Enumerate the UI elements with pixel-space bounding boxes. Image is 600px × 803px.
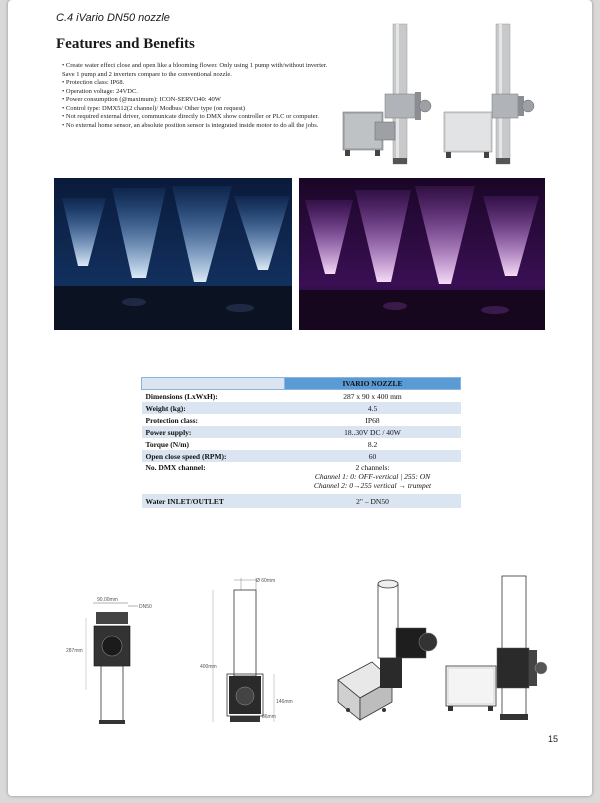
table-row bbox=[142, 414, 461, 426]
feature-item: • Operation voltage: 24VDC. bbox=[62, 87, 138, 95]
drawing-side-render bbox=[446, 576, 547, 720]
spec-value: 4.5 bbox=[285, 402, 461, 414]
nozzle-photo-right bbox=[440, 22, 540, 167]
dmx-channel-2-note: Channel 2: 0→255 vertical → trumpet bbox=[313, 481, 432, 490]
table-row bbox=[142, 402, 461, 414]
table-row bbox=[142, 450, 461, 462]
spec-value-dmx bbox=[285, 462, 461, 494]
dim-depth-label: 287mm bbox=[66, 648, 83, 654]
dim-dn-label: DN50 bbox=[139, 604, 152, 610]
spec-value: 18..30V DC / 40W bbox=[285, 426, 461, 438]
table-row bbox=[142, 390, 461, 403]
dim-diameter-label: Ø 60mm bbox=[256, 578, 276, 584]
feature-item: • Not required external driver, communicate directly to DMX show controller or PLC or computer. bbox=[62, 113, 319, 120]
table-row bbox=[142, 438, 461, 450]
spec-label: Dimensions (LxWxH): bbox=[142, 390, 285, 403]
table-row bbox=[142, 462, 461, 494]
feature-item: • Protection class: IP68. bbox=[62, 79, 125, 86]
dmx-value: 2 channels: bbox=[355, 463, 390, 472]
table-row bbox=[142, 426, 461, 438]
page-title: Features and Benefits bbox=[56, 36, 195, 52]
section-label: C.4 iVario DN50 nozzle bbox=[56, 12, 170, 24]
spec-value: 60 bbox=[285, 450, 461, 462]
drawing-side-view bbox=[200, 578, 293, 722]
technical-drawings bbox=[0, 570, 600, 740]
spec-label: Open close speed (RPM): bbox=[142, 450, 285, 462]
feature-item: • No external home sensor, an absolute position sensor is integrated inside motor to do all the jobs. bbox=[62, 121, 319, 129]
table-header: IVARIO NOZZLE bbox=[285, 378, 461, 390]
dim-86-label: 86mm bbox=[262, 714, 276, 720]
drawing-top-view bbox=[66, 597, 152, 724]
table-row bbox=[142, 494, 461, 508]
dim-146-label: 146mm bbox=[276, 699, 293, 705]
spec-label: Protection class: bbox=[142, 414, 285, 426]
feature-item: • Create water effect close and open like a blooming flower. Only using 1 pump with/without inverter. Save 1 pump and 2 inverters compare to the conventional nozzle. bbox=[62, 62, 328, 78]
dmx-channel-1-note: Channel 1: 0: OFF-vertical | 255: ON bbox=[314, 472, 431, 481]
spec-table bbox=[141, 377, 461, 508]
spec-label: Water INLET/OUTLET bbox=[142, 494, 285, 508]
spec-label: Weight (kg): bbox=[142, 402, 285, 414]
feature-item: • Control type: DMX512(2 channel)/ Modbus/ Other type (on request) bbox=[62, 104, 245, 112]
drawing-3d-render bbox=[338, 580, 437, 720]
dim-width-label: 90.00mm bbox=[97, 597, 118, 603]
dim-height-label: 400mm bbox=[200, 664, 217, 670]
page-number: 15 bbox=[548, 734, 559, 744]
spec-value: IP68 bbox=[285, 414, 461, 426]
nozzle-photo-left bbox=[335, 22, 435, 167]
spec-label: Power supply: bbox=[142, 426, 285, 438]
spec-value: 8.2 bbox=[285, 438, 461, 450]
spec-label: No. DMX channel: bbox=[142, 462, 285, 494]
spec-value: 2" – DN50 bbox=[285, 494, 461, 508]
fountain-photo-purple bbox=[299, 178, 545, 330]
fountain-photo-blue bbox=[54, 178, 292, 330]
feature-list bbox=[62, 62, 332, 130]
feature-item: • Power consumption (@maximum): ICON-SERVO40: 40W bbox=[62, 96, 221, 103]
spec-label: Torque (N/m) bbox=[142, 438, 285, 450]
spec-value: 287 x 90 x 400 mm bbox=[285, 390, 461, 403]
